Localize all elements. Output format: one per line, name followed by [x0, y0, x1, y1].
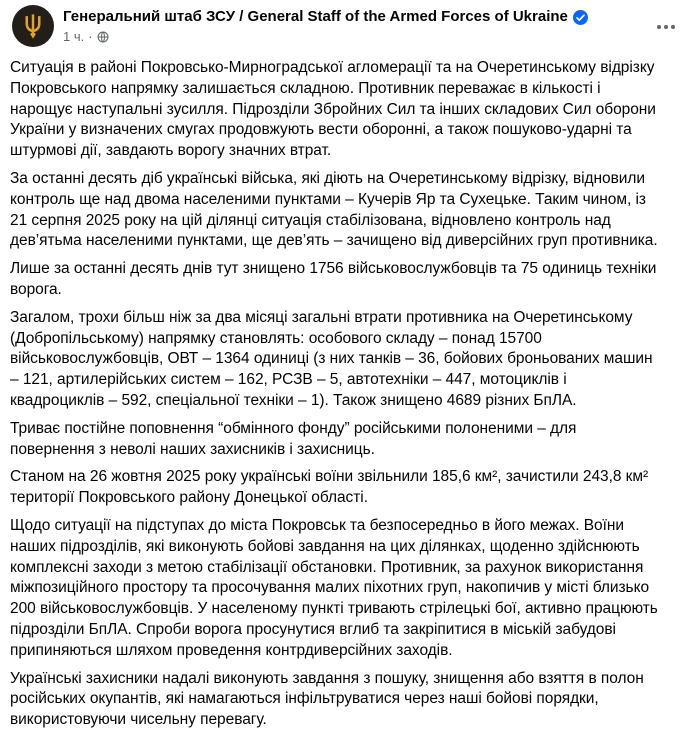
more-options-icon — [657, 25, 661, 29]
post-header — [0, 0, 696, 52]
post-paragraph: Лише за останні десять днів тут знищено 1756 військовослужбовців та 75 одиниць техніки ворога. — [10, 260, 657, 298]
post-paragraph: За останні десять діб українські війська, які діють на Очеретинському відрізку, відновили контроль ще над двома населеними пунктами – Кучерів Яр та Сухецьке. Таким чином, із 21 серпня 2025 року на цій ділянці ситуація стабілізована, відновлено контроль над дев’ятьма населеними пунктами, ще дев’ять – зачищено від диверсійних груп противника. — [10, 169, 658, 250]
ukraine-trident-icon — [23, 13, 43, 40]
avatar[interactable] — [12, 5, 54, 47]
post-paragraph: Українські захисники надалі виконують завдання з пошуку, знищення або взяття в полон російських окупантів, які намагаються інфільтруватися через наші бойові порядки, використовуючи чисельну перевагу. — [10, 669, 644, 729]
post-paragraph: Щодо ситуації на підступах до міста Покровськ та безпосередньо в його межах. Воїни наших підрозділів, які виконують бойові завдання на цих ділянках, щоденно здійснюють комплексні заходи з метою стабілізації обстановки. Противник, за рахунок використання міжпозиційного простору та просочування малих піхотних груп, накопичив у місті близько 200 військовослужбовців. У населеному пункті тривають стрілецькі бої, активно працюють підрозділи БпЛА. Спроби ворога просунутися вглиб та закріпитися в міській забудові припиняються шляхом проведення контрдиверсійних заходів. — [10, 516, 658, 659]
more-options-icon — [671, 25, 675, 29]
globe-icon — [97, 31, 109, 43]
header-info — [63, 5, 588, 45]
page-name-link[interactable]: Генеральний штаб ЗСУ / General Staff of the Armed Forces of Ukraine — [63, 8, 568, 25]
post-meta — [63, 28, 588, 45]
verified-badge-icon — [573, 10, 588, 25]
post-paragraph: Загалом, трохи більш ніж за два місяці загальні втрати противника на Очеретинському (Добропільському) напрямку становлять: особового складу – понад 15700 військовослужбовців, ОВТ – 1364 одиниці (з них танків – 36, бойових броньованих машин – 121, артилерійських систем – 162, РСЗВ – 5, автотехніки – 447, мотоциклів і квадроциклів – 592, спеціальної техніки – 1). Також знищено 4689 різних БпЛА. — [10, 308, 653, 409]
post-paragraph: Станом на 26 жовтня 2025 року українські воїни звільнили 185,6 км², зачистили 243,8 км² території Покровського району Донецької області. — [10, 468, 649, 507]
meta-separator: · — [88, 29, 93, 44]
post-paragraph: Ситуація в районі Покровсько-Мирноградської агломерації та на Очеретинському відрізку Покровського напрямку залишається складною. Противник переважає в кількості і нарощує наступальні зусилля. Підрозділи Збройних Сил та інших складових Сил оборони України у визначених смугах продовжують вести оборонні, а також пошуково-ударні та штурмові дії, завдають ворогу значних втрат. — [10, 59, 656, 160]
more-options-icon — [664, 25, 668, 29]
name-row — [63, 7, 588, 27]
post-body — [0, 52, 696, 731]
timestamp-link[interactable]: 1 ч. — [63, 29, 85, 44]
post-paragraph: Триває постійне поповнення “обмінного фонду” російськими полоненими – для повернення з неволі наших захисників і захисниць. — [10, 419, 577, 458]
more-options-button[interactable] — [650, 16, 682, 38]
